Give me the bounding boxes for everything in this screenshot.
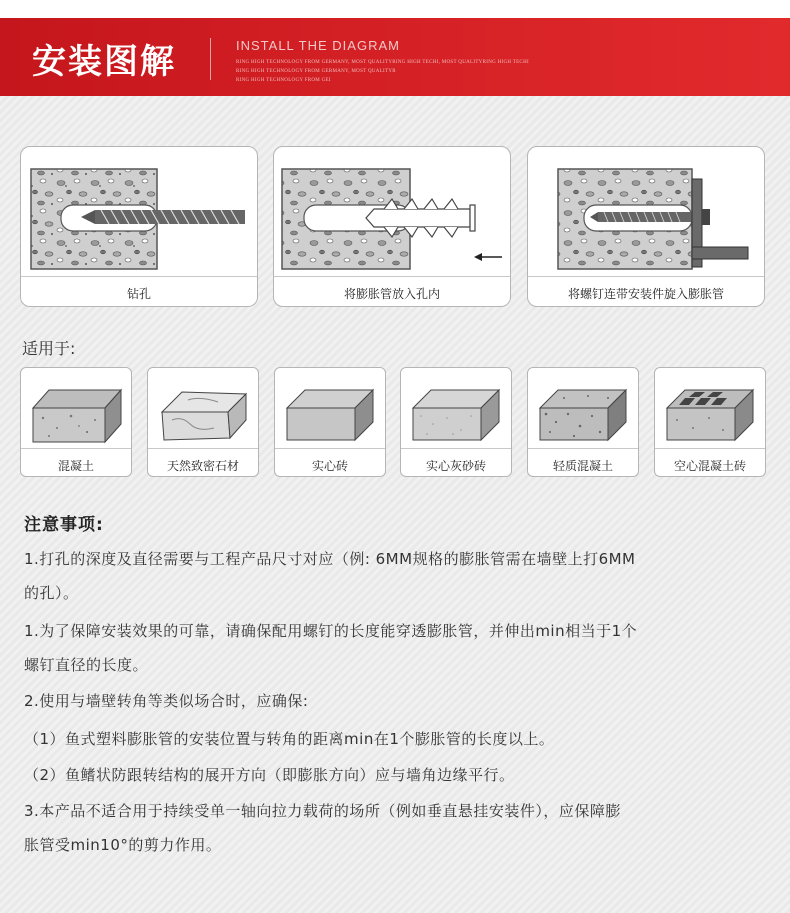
card-divider <box>655 448 765 449</box>
lightweight-concrete-icon <box>528 368 639 448</box>
notes-title: 注意事项: <box>24 515 104 535</box>
banner-tagline: RING HIGH TECHNOLOGY FROM GEI <box>236 78 331 83</box>
note-line: 2.使用与墙壁转角等类似场合时，应确保: <box>24 692 309 710</box>
top-strip <box>0 0 790 18</box>
page-title: 安装图解 <box>32 42 176 82</box>
header-banner <box>0 18 790 96</box>
material-label: 混凝土 <box>57 459 94 473</box>
step-label: 将膨胀管放入孔内 <box>343 287 440 301</box>
banner-divider <box>210 38 211 80</box>
card-divider <box>21 276 257 277</box>
concrete-block-icon <box>21 368 132 448</box>
note-line: 胀管受min10°的剪力作用。 <box>24 836 222 854</box>
material-label: 空心混凝土砖 <box>673 459 746 473</box>
note-line: 螺钉直径的长度。 <box>24 656 149 674</box>
solid-brick-icon <box>275 368 386 448</box>
material-card-hollow-block <box>654 367 766 477</box>
note-line: 的孔）。 <box>24 584 79 602</box>
material-card-concrete <box>20 367 132 477</box>
step-card-screw <box>527 146 765 307</box>
material-card-sand-lime-brick <box>400 367 512 477</box>
note-line: 1.为了保障安装效果的可靠，请确保配用螺钉的长度能穿透膨胀管，并伸出min相当于1个 <box>24 622 638 640</box>
note-line: （1）鱼式塑料膨胀管的安装位置与转角的距离min在1个膨胀管的长度以上。 <box>24 730 555 748</box>
material-card-stone <box>147 367 259 477</box>
banner-tagline: RING HIGH TECHNOLOGY FROM GERMANY, MOST QUALITYR <box>236 69 396 74</box>
card-divider <box>21 448 131 449</box>
banner-subtitle: INSTALL THE DIAGRAM <box>236 38 400 53</box>
arrow-left-icon <box>474 253 502 261</box>
material-label: 天然致密石材 <box>166 459 239 473</box>
drill-bit <box>81 210 245 224</box>
banner-tagline: RING HIGH TECHNOLOGY FROM GERMANY, MOST QUALITYRING HIGH TECHI, MOST QUALITYRING HIGH TECHI <box>236 60 529 65</box>
drilling-illustration <box>21 147 258 276</box>
step-card-insert <box>273 146 511 307</box>
hollow-concrete-block-icon <box>655 368 766 448</box>
insert-anchor-illustration <box>274 147 511 276</box>
note-line: 3.本产品不适合用于持续受单一轴向拉力载荷的场所（例如垂直悬挂安装件），应保障膨 <box>24 802 621 820</box>
note-line: 1.打孔的深度及直径需要与工程产品尺寸对应（例: 6MM规格的膨胀管需在墙壁上打6MM <box>24 550 636 568</box>
step-label: 钻孔 <box>126 287 151 301</box>
material-label: 实心砖 <box>311 459 348 473</box>
card-divider <box>528 276 764 277</box>
card-divider <box>275 448 385 449</box>
note-line: （2）鱼鳍状防跟转结构的展开方向（即膨胀方向）应与墙角边缘平行。 <box>24 766 515 784</box>
screw <box>590 212 702 222</box>
natural-stone-icon <box>148 368 259 448</box>
card-divider <box>528 448 638 449</box>
step-label: 将螺钉连带安装件旋入膨胀管 <box>567 287 724 301</box>
material-label: 轻质混凝土 <box>552 459 613 473</box>
card-divider <box>401 448 511 449</box>
applies-title: 适用于: <box>22 339 76 358</box>
mounting-bracket <box>692 179 748 267</box>
material-card-solid-brick <box>274 367 386 477</box>
step-card-drill <box>20 146 258 307</box>
sand-lime-brick-icon <box>401 368 512 448</box>
card-divider <box>148 448 258 449</box>
card-divider <box>274 276 510 277</box>
screw-illustration <box>528 147 765 276</box>
material-label: 实心灰砂砖 <box>425 459 486 473</box>
material-card-lightweight-concrete <box>527 367 639 477</box>
